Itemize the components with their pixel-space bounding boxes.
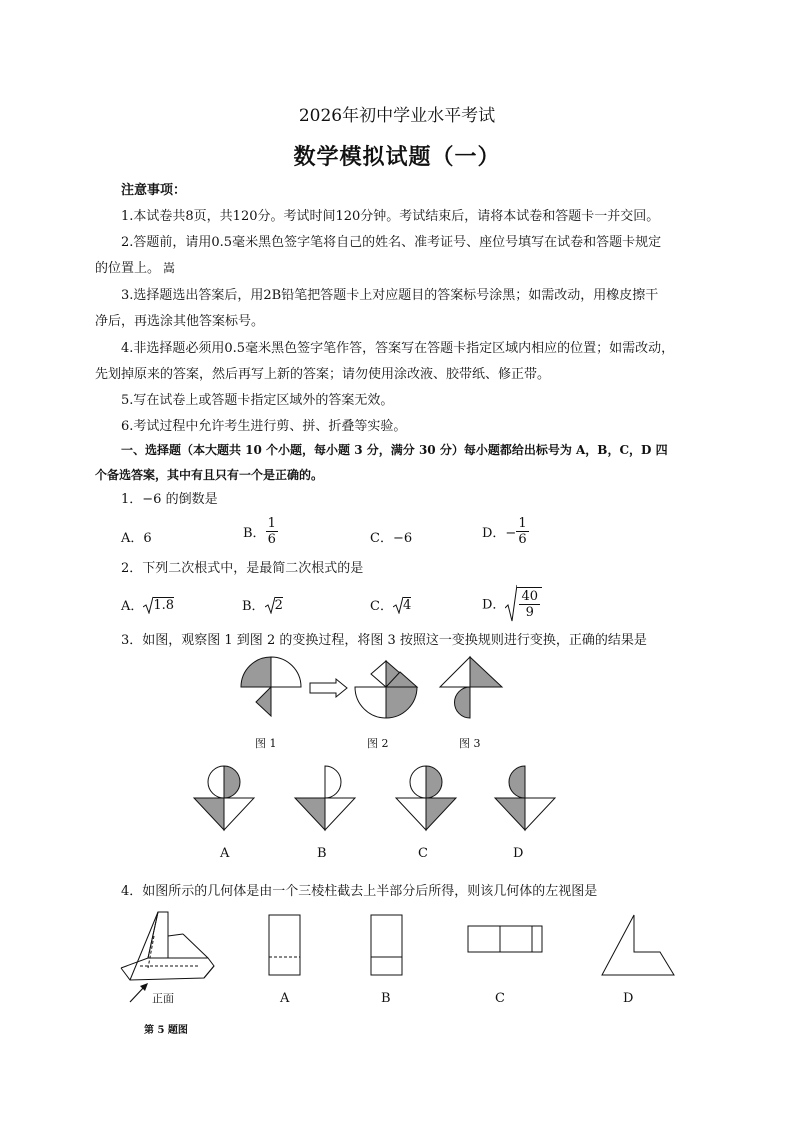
notice-item-2: 2.答题前，请用0.5毫米黑色签字笔将自己的姓名、准考证号、座位号填写在试卷和答题卡规定: [121, 235, 662, 250]
notice-item-4-cont: 先划掉原来的答案，然后再写上新的答案；请勿使用涂改液、胶带纸、修正带。: [95, 367, 551, 382]
q1-option-a: A．6: [121, 531, 152, 546]
q1-option-d-fraction: [516, 516, 528, 547]
q4-option-a-shape: [269, 915, 300, 975]
q1-option-c: C．−6: [370, 531, 413, 546]
fig2-caption: 图 2: [367, 737, 389, 750]
q4-option-b-label: B: [381, 991, 391, 1006]
q1-option-d-prefix: D．−: [482, 526, 517, 541]
q4-option-c-label: C: [495, 991, 505, 1006]
q3-option-b-shape: [295, 766, 355, 830]
q4-option-d-shape: [602, 915, 674, 975]
q2-stem: 2．下列二次根式中，是最简二次根式的是: [121, 561, 364, 576]
q2-a-radicand: 1.8: [153, 597, 175, 613]
q4-option-d-label: D: [623, 991, 634, 1006]
notice-item-1: 1.本试卷共8页，共120分。考试时间120分钟。考试结束后，请将本试卷和答题卡一并交回。: [121, 209, 660, 224]
q2-d-den: 9: [525, 604, 534, 620]
q2-option-d: [482, 584, 542, 622]
notice-item-3-cont: 净后，再选涂其他答案标号。: [95, 314, 265, 329]
exam-name: 2026年初中学业水平考试: [298, 106, 496, 126]
q1-option-b-prefix: B．: [243, 526, 266, 541]
notice-item-5: 5.写在试卷上或答题卡指定区域外的答案无效。: [121, 393, 394, 408]
q1-d-den: 6: [518, 532, 527, 547]
radical-sign-icon: [143, 596, 153, 614]
radical-sign-icon: [393, 596, 403, 614]
q4-figure-caption: 第 5 题图: [144, 1025, 188, 1036]
q2-option-a: [121, 595, 174, 614]
q2-b-radicand: 2: [274, 597, 283, 613]
q4-option-b-shape: [371, 915, 402, 975]
q2-d-fraction: [517, 587, 542, 620]
q1-d-num: 1: [518, 516, 527, 531]
q3-option-c-label: C: [418, 846, 428, 861]
q2-c-prefix: C．: [370, 599, 393, 614]
q2-option-c: [370, 595, 411, 614]
q4-view-options: [260, 910, 680, 980]
section1-line1: 一、选择题（本大题共 10 个小题，每小题 3 分，满分 30 分）每小题都给出标号为 A，B，C，D 四: [121, 443, 668, 457]
q3-option-d-label: D: [513, 846, 524, 861]
stray-mark: 嵩: [163, 261, 176, 275]
front-direction-arrow-icon: [130, 983, 148, 1002]
q4-option-c-shape: [468, 926, 542, 952]
q1-b-den: 6: [267, 532, 276, 547]
fig3-caption: 图 3: [459, 737, 481, 750]
subject-title: 数学模拟试题（一）: [293, 144, 501, 170]
q4-option-a-label: A: [280, 991, 290, 1006]
fig1-caption: 图 1: [255, 737, 277, 750]
notice-item-2-cont-text: 的位置上。: [95, 261, 161, 276]
q3-option-c-shape: [396, 766, 456, 830]
q2-b-prefix: B．: [242, 599, 265, 614]
q2-d-num: 40: [521, 588, 538, 604]
q4-front-label: 正面: [152, 992, 174, 1005]
figure-3-shape: [440, 657, 502, 718]
notice-item-4: 4.非选择题必须用0.5毫米黑色签字笔作答，答案写在答题卡指定区域内相应的位置；如需改动，: [121, 341, 675, 356]
notice-heading: 注意事项：: [121, 183, 187, 198]
radical-sign-icon: [265, 596, 275, 614]
figure-2-shape: [355, 661, 417, 718]
q2-d-prefix: D．: [482, 597, 506, 613]
notice-item-3: 3.选择题选出答案后，用2B铅笔把答题卡上对应题目的答案标号涂黑；如需改动，用橡皮擦干: [121, 288, 659, 303]
q3-transform-figures: [230, 652, 520, 722]
q1-stem: 1．−6 的倒数是: [121, 492, 218, 507]
notice-item-6: 6.考试过程中允许考生进行剪、拼、折叠等实验。: [121, 419, 407, 434]
q3-option-a-label: A: [220, 846, 230, 861]
transform-arrow-icon: [310, 679, 347, 697]
figure-1-shape: [241, 657, 301, 716]
notice-item-2-cont: [95, 257, 175, 276]
q1-option-d: [482, 516, 529, 547]
q3-option-figures: [190, 762, 570, 834]
q3-option-d-shape: [495, 766, 555, 830]
q1-option-b: [243, 516, 278, 547]
q2-c-radicand: 4: [402, 597, 412, 613]
q2-a-prefix: A．: [121, 599, 144, 614]
section1-line2: 个备选答案，其中有且只有一个是正确的。: [95, 468, 324, 482]
q3-option-b-label: B: [317, 846, 327, 861]
radical-sign-icon: [505, 584, 517, 622]
q4-stem: 4．如图所示的几何体是由一个三棱柱截去上半部分后所得，则该几何体的左视图是: [121, 884, 598, 899]
q3-option-a-shape: [194, 766, 254, 830]
q1-b-num: 1: [267, 516, 276, 531]
q2-option-b: [242, 595, 283, 614]
q3-stem: 3．如图，观察图 1 到图 2 的变换过程，将图 3 按照这一变换规则进行变换，正确的结果是: [121, 633, 647, 648]
q1-option-b-fraction: [266, 516, 278, 547]
